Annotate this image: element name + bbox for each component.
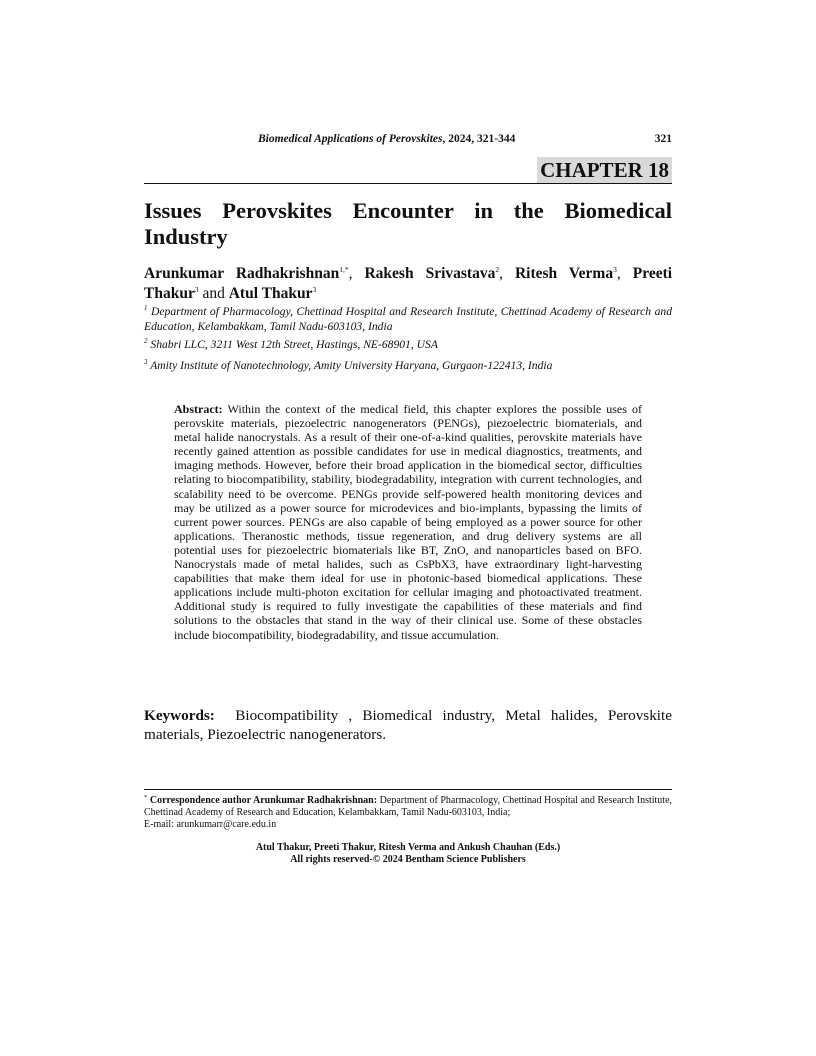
journal-year-pages: , 2024, 321-344	[442, 133, 516, 145]
footnote-label: Correspondence author Arunkumar Radhakrishnan:	[149, 795, 378, 806]
author-affiliation-marker: 1,*	[339, 265, 349, 274]
author-affiliation-marker: 2	[495, 265, 500, 274]
editors-line: Atul Thakur, Preeti Thakur, Ritesh Verma and Ankush Chauhan (Eds.)	[255, 842, 561, 853]
title-line-2: Industry	[144, 224, 228, 249]
author-affiliation-marker: 3	[312, 285, 317, 294]
author-name: Rakesh Srivastava	[364, 265, 496, 282]
correspondence-footnote	[144, 795, 672, 831]
author-affiliation-marker: 3	[613, 265, 617, 274]
footnote-email: E-mail: arunkumarr@care.edu.in	[144, 819, 277, 830]
author-list	[144, 264, 672, 304]
keywords	[144, 706, 672, 744]
affiliation-text: Amity Institute of Nanotechnology, Amity University Haryana, Gurgaon-122413, India	[150, 359, 553, 372]
affiliation-1	[144, 304, 672, 334]
author-separator: ,	[499, 265, 515, 282]
affiliation-2	[144, 337, 672, 352]
affiliation-text: Department of Pharmacology, Chettinad Hospital and Research Institute, Chettinad Academy of Research and Education, Kelambakkam, Tamil Nadu-603103, India	[144, 305, 672, 333]
affiliation-marker: 1	[144, 304, 148, 312]
affiliation-3	[144, 358, 672, 373]
author-affiliation-marker: 3	[194, 285, 199, 294]
journal-citation	[258, 133, 515, 145]
publisher-footer	[144, 842, 672, 866]
author-separator: ,	[348, 265, 365, 282]
keywords-label: Keywords:	[144, 707, 215, 724]
header-rule	[144, 183, 672, 184]
affiliation-marker: 2	[144, 337, 148, 345]
abstract	[174, 402, 642, 642]
rights-line: All rights reserved-© 2024 Bentham Science Publishers	[290, 854, 526, 865]
footnote-rule	[144, 789, 672, 790]
author-separator: and	[198, 285, 229, 302]
footnote-marker: *	[144, 794, 148, 801]
author-name: Arunkumar Radhakrishnan	[144, 265, 340, 282]
chapter-label: CHAPTER 18	[537, 157, 672, 183]
footnote-text: Department of Pharmacology, Chettinad Hospital and Research Institute, Chettinad Academy of Research and Education, Kelambakkam, Tamil Nadu-603103, India;	[144, 795, 673, 818]
abstract-label: Abstract:	[174, 402, 223, 416]
journal-name: Biomedical Applications of Perovskites	[258, 133, 443, 145]
keywords-text: Biocompatibility , Biomedical industry, Metal halides, Perovskite materials, Piezoelectric nanogenerators.	[144, 707, 672, 743]
author-name: Preeti Thakur	[144, 265, 673, 302]
abstract-text: Within the context of the medical field, this chapter explores the possible uses of perovskite materials, piezoelectric nanogenerators (PENGs), piezoelectric biomaterials, and metal halide nanocrystals. As a result of their one-of-a-kind qualities, perovskite materials have recently gained attention as possible candidates for use in medical diagnostics, treatments, and imaging methods. However, before their broad application in the biomedical sector, difficulties relating to biocompatibility, stability, biodegradability, integration with current technologies, and scalability need to be overcome. PENGs provide self-powered health monitoring devices and may be utilized as a power source for microdevices and bio-implants, bypassing the limits of current power sources. PENGs are also capable of being employed as a power source for other applications. Theranostic methods, tissue regeneration, and drug delivery systems are all potential uses for piezoelectric biomaterials like BT, ZnO, and nanoparticles based on BFO. Nanocrystals made of metal halides, such as CsPbX3, have extraordinary light-harvesting capabilities that make them ideal for use in photonic-based biomedical applications. These applications include multi-photon excitation for cellular imaging and photoactivated treatment. Additional study is required to fully investigate the capabilities of these materials and find solutions to the obstacles that stand in the way of their clinical use. Some of these obstacles include biocompatibility, biodegradability, and tissue accumulation.	[174, 402, 642, 642]
page-number: 321	[654, 133, 672, 145]
author-separator: ,	[616, 265, 633, 282]
chapter-title	[144, 198, 672, 250]
author-name: Ritesh Verma	[514, 265, 614, 282]
author-name: Atul Thakur	[228, 285, 313, 302]
affiliation-marker: 3	[144, 358, 148, 366]
title-line-1: Issues Perovskites Encounter in the Biomedical	[144, 198, 672, 223]
affiliation-text: Shabri LLC, 3211 West 12th Street, Hastings, NE-68901, USA	[150, 338, 438, 351]
